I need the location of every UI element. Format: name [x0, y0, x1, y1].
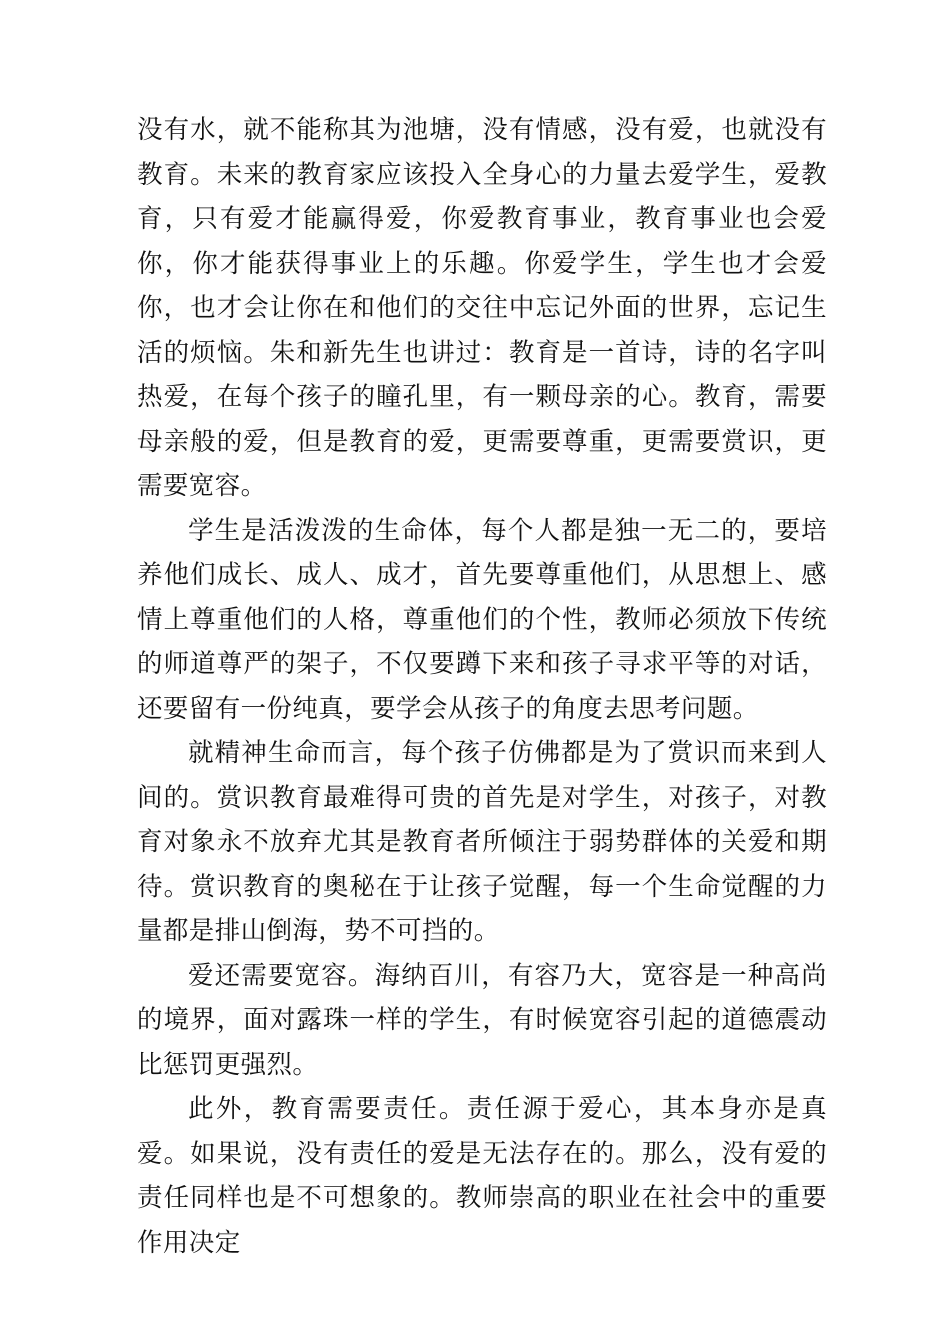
paragraph-5: 此外，教育需要责任。责任源于爱心，其本身亦是真爱。如果说，没有责任的爱是无法存在的。那么，没有爱的责任同样也是不可想象的。教师崇高的职业在社会中的重要作用决定: [137, 1094, 827, 1258]
paragraph-1: 没有水，就不能称其为池塘，没有情感，没有爱，也就没有教育。未来的教育家应该投入全身心的力量去爱学生，爱教育，只有爱才能赢得爱，你爱教育事业，教育事业也会爱你，你才能获得事业上的乐趣。你爱学生，学生也才会爱你，也才会让你在和他们的交往中忘记外面的世界，忘记生活的烦恼。朱和新先生也讲过：教育是一首诗，诗的名字叫热爱，在每个孩子的瞳孔里，有一颗母亲的心。教育，需要母亲般的爱，但是教育的爱，更需要尊重，更需要赏识，更需要宽容。: [137, 115, 827, 501]
paragraph-3: 就精神生命而言，每个孩子仿佛都是为了赏识而来到人间的。赏识教育最难得可贵的首先是对学生，对孩子，对教育对象永不放弃尤其是教育者所倾注于弱势群体的关爱和期待。赏识教育的奥秘在于让孩子觉醒，每一个生命觉醒的力量都是排山倒海，势不可挡的。: [137, 738, 827, 946]
paragraph-2: 学生是活泼泼的生命体，每个人都是独一无二的，要培养他们成长、成人、成才，首先要尊重他们，从思想上、感情上尊重他们的人格，尊重他们的个性，教师必须放下传统的师道尊严的架子，不仅要蹲下来和孩子寻求平等的对话，还要留有一份纯真，要学会从孩子的角度去思考问题。: [137, 515, 827, 724]
document-body: [137, 108, 827, 1265]
paragraph-4: 爱还需要宽容。海纳百川，有容乃大，宽容是一种高尚的境界，面对露珠一样的学生，有时候宽容引起的道德震动比惩罚更强烈。: [137, 960, 827, 1080]
